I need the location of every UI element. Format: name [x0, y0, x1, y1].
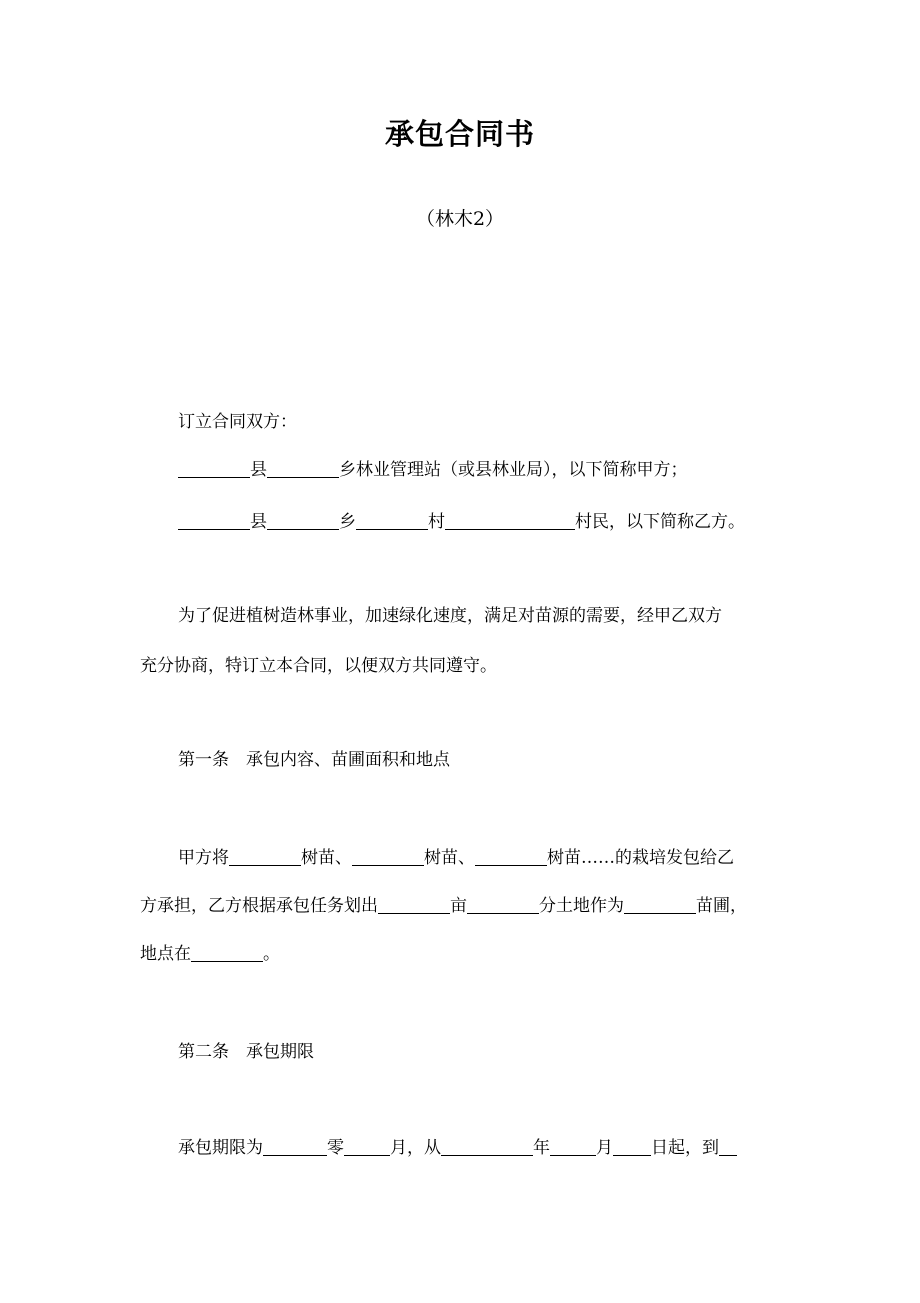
preamble-line-2: 充分协商，特订立本合同，以便双方共同遵守。: [140, 656, 497, 676]
blank-field: [267, 459, 339, 478]
article-1-text: 苗圃，: [696, 896, 747, 916]
article-1-text: 甲方将: [178, 848, 229, 868]
article-1-text: 方承担，乙方根据承包任务划出: [140, 896, 378, 916]
article-2-heading: 第二条 承包期限: [178, 1042, 314, 1062]
article-2-text: 年: [533, 1138, 550, 1158]
party-a-county: 县: [250, 460, 267, 480]
article-2-line: [178, 1136, 737, 1160]
document-subtitle: （林木2）: [415, 208, 505, 230]
blank-field: [356, 511, 428, 530]
article-1-text: 树苗、: [301, 848, 352, 868]
article-1-line-1: [178, 846, 734, 870]
blank-field: [378, 895, 450, 914]
blank-field: [613, 1137, 651, 1156]
party-b-township: 乡: [339, 512, 356, 532]
party-a-line: [178, 458, 688, 482]
article-1-line-3: [140, 942, 280, 966]
article-2-text: 零: [327, 1138, 344, 1158]
party-b-county: 县: [250, 512, 267, 532]
blank-field: [263, 1137, 327, 1156]
blank-field: [178, 459, 250, 478]
blank-field: [352, 847, 424, 866]
blank-field: [475, 847, 547, 866]
blank-field: [267, 511, 339, 530]
blank-field: [550, 1137, 596, 1156]
article-2-text: 月，从: [390, 1138, 441, 1158]
article-1-text: 地点在: [140, 944, 191, 964]
party-b-villager: 村民，以下简称乙方。: [575, 512, 745, 532]
blank-field: [719, 1137, 737, 1156]
blank-field: [467, 895, 539, 914]
preamble-line-1: 为了促进植树造林事业，加速绿化速度，满足对苗源的需要，经甲乙双方: [178, 606, 722, 626]
blank-field: [344, 1137, 390, 1156]
party-b-village: 村: [428, 512, 445, 532]
party-b-line: [178, 510, 745, 534]
blank-field: [229, 847, 301, 866]
article-1-text: 亩: [450, 896, 467, 916]
article-2-text: 承包期限为: [178, 1138, 263, 1158]
article-1-text: 树苗……的栽培发包给乙: [547, 848, 734, 868]
article-1-text: 分土地作为: [539, 896, 624, 916]
article-1-text: 树苗、: [424, 848, 475, 868]
blank-field: [191, 943, 263, 962]
article-1-text: 。: [263, 944, 280, 964]
parties-intro: 订立合同双方：: [178, 412, 297, 432]
blank-field: [445, 511, 575, 530]
blank-field: [178, 511, 250, 530]
article-1-heading: 第一条 承包内容、苗圃面积和地点: [178, 750, 450, 770]
article-2-text: 月: [596, 1138, 613, 1158]
article-1-line-2: [140, 894, 747, 918]
blank-field: [624, 895, 696, 914]
blank-field: [441, 1137, 533, 1156]
party-a-station: 乡林业管理站（或县林业局），以下简称甲方；: [339, 460, 688, 480]
document-title: 承包合同书: [384, 117, 535, 151]
article-2-text: 日起，到: [651, 1138, 719, 1158]
